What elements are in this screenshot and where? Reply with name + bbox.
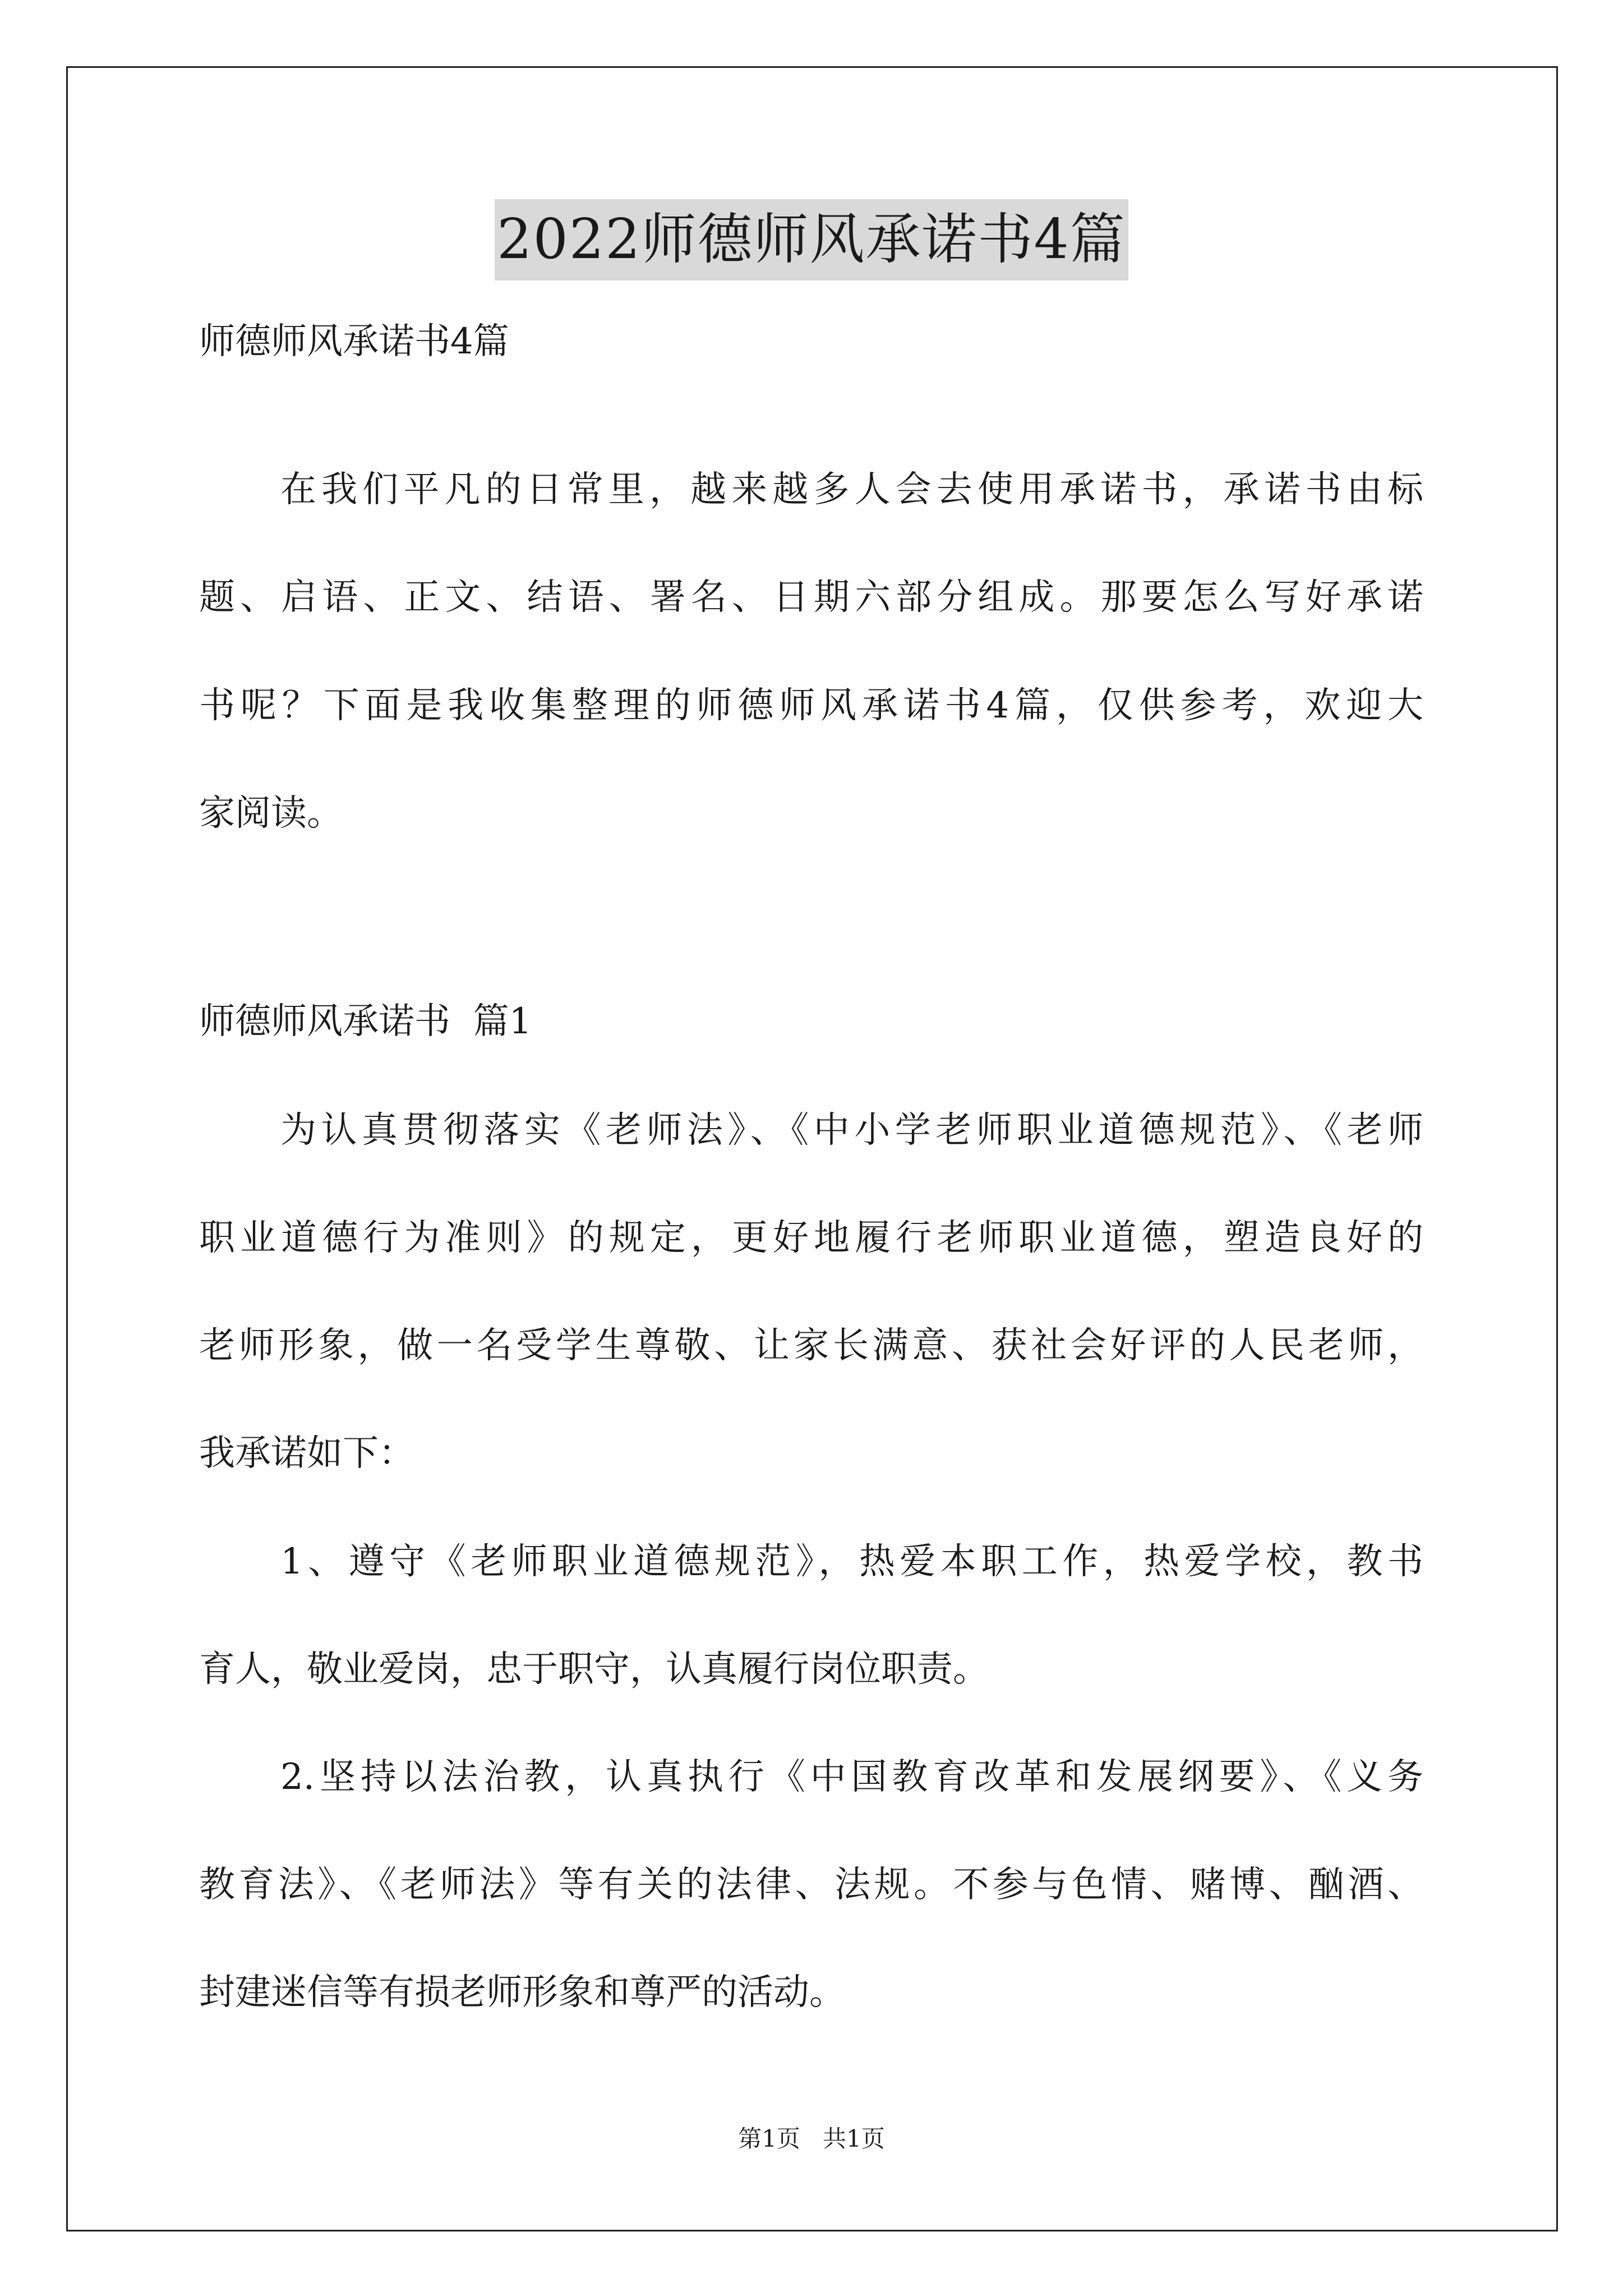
intro-line-1: 在我们平凡的日常里，越来越多人会去使用承诺书，承诺书由标 xyxy=(280,469,1423,510)
para1-line-3: 老师形象，做一名受学生尊敬、让家长满意、获社会好评的人民老师， xyxy=(199,1325,1423,1366)
item2-line-1: 2.坚持以法治教，认真执行《中国教育改革和发展纲要》、《义务 xyxy=(280,1756,1423,1798)
item1-line-2: 育人，敬业爱岗，忠于职守，认真履行岗位职责。 xyxy=(199,1649,989,1690)
intro-line-4: 家阅读。 xyxy=(199,793,343,834)
item1-line-1: 1、遵守《老师职业道德规范》，热爱本职工作，热爱学校，教书 xyxy=(280,1541,1423,1582)
para1-line-2: 职业道德行为准则》的规定，更好地履行老师职业道德，塑造良好的 xyxy=(199,1217,1423,1259)
title-container xyxy=(0,199,1623,280)
intro-line-3: 书呢？下面是我收集整理的师德师风承诺书4篇，仅供参考，欢迎大 xyxy=(199,685,1423,726)
item2-line-2: 教育法》、《老师法》等有关的法律、法规。不参与色情、赌博、酗酒、 xyxy=(199,1864,1423,1906)
page-number-footer: 第1页 共1页 xyxy=(738,2125,885,2152)
section-heading: 师德师风承诺书 篇1 xyxy=(199,1001,532,1042)
para1-line-4: 我承诺如下： xyxy=(199,1433,414,1474)
document-subtitle: 师德师风承诺书4篇 xyxy=(199,321,509,362)
para1-line-1: 为认真贯彻落实《老师法》、《中小学老师职业道德规范》、《老师 xyxy=(280,1110,1423,1151)
intro-line-2: 题、启语、正文、结语、署名、日期六部分组成。那要怎么写好承诺 xyxy=(199,577,1423,618)
document-title: 2022师德师风承诺书4篇 xyxy=(495,199,1128,280)
item2-line-3: 封建迷信等有损老师形象和尊严的活动。 xyxy=(199,1972,845,2013)
